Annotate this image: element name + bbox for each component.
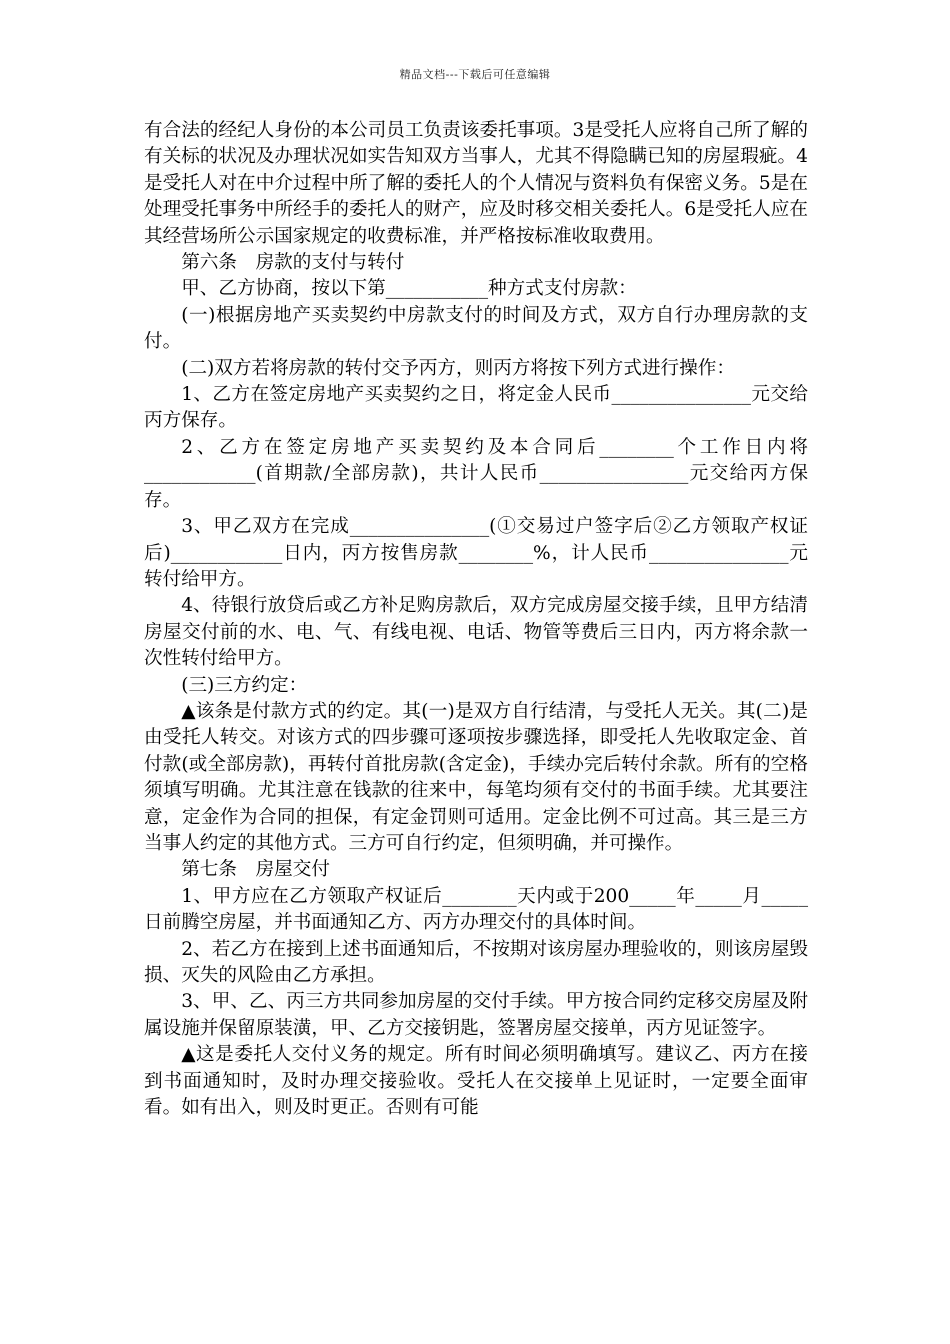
paragraph-step-four: 4、待银行放贷后或乙方补足购房款后，双方完成房屋交接手续，且甲方结清房屋交付前的水、电、气、有线电视、电话、物管等费后三日内，丙方将余款一次性转付给甲方。 bbox=[144, 595, 808, 670]
article-six-heading: 第六条 房款的支付与转付 bbox=[181, 252, 405, 274]
paragraph-note-delivery: ▲这是委托人交付义务的规定。所有时间必须明确填写。建议乙、丙方在接到书面通知时，及时办理交接验收。受托人在交接单上见证时，一定要全面审看。如有出入，则及时更正。否则有可能 bbox=[144, 1044, 808, 1119]
paragraph-delivery-two: 2、若乙方在接到上述书面通知后，不按期对该房屋办理验收的，则该房屋毁损、灭失的风险由乙方承担。 bbox=[144, 938, 808, 986]
document-body bbox=[144, 118, 808, 1121]
paragraph-payment-method: 甲、乙方协商，按以下第___________种方式支付房款： bbox=[181, 278, 637, 300]
paragraph-item-three: (三)三方约定： bbox=[181, 674, 308, 696]
paragraph-item-one: (一)根据房地产买卖契约中房款支付的时间及方式，双方自行办理房款的支付。 bbox=[144, 304, 808, 353]
article-seven-heading: 第七条 房屋交付 bbox=[181, 859, 330, 881]
paragraph-step-three: 3、甲乙双方在完成_______________(①交易过户签字后②乙方领取产权证后)____________日内，丙方按售房款________%，计人民币_______________元转付给甲方。 bbox=[144, 516, 808, 590]
paragraph-note-payment: ▲该条是付款方式的约定。其(一)是双方自行结清，与受托人无关。其(二)是由受托人转交。对该方式的四步骤可逐项按步骤选择，即受托人先收取定金、首付款(或全部房款)，再转付首批房款(含定金)，手续办完后转付余款。所有的空格须填写明确。尤其注意在钱款的往来中，每笔均须有交付的书面手续。尤其要注意，定金作为合同的担保，有定金罚则可适用。定金比例不可过高。其三是三方当事人约定的其他方式。三方可自行约定，但须明确，并可操作。 bbox=[144, 700, 808, 854]
paragraph-delivery-three: 3、甲、乙、丙三方共同参加房屋的交付手续。甲方按合同约定移交房屋及附属设施并保留原装潢，甲、乙方交接钥匙，签署房屋交接单，丙方见证签字。 bbox=[144, 991, 808, 1039]
paragraph-step-two: 2、乙方在签定房地产买卖契约及本合同后________个工作日内将____________(首期款/全部房款)，共计人民币________________元交给丙方保存。 bbox=[144, 436, 808, 511]
paragraph-delivery-one: 1、甲方应在乙方领取产权证后________天内或于200_____年_____月_____日前腾空房屋，并书面通知乙方、丙方办理交付的具体时间。 bbox=[144, 885, 808, 934]
paragraph-step-one: 1、乙方在签定房地产买卖契约之日，将定金人民币_______________元交给丙方保存。 bbox=[144, 384, 808, 432]
paragraph-item-two: (二)双方若将房款的转付交予丙方，则丙方将按下列方式进行操作： bbox=[181, 357, 735, 379]
page-header: 精品文档---下载后可任意编辑 bbox=[399, 68, 551, 81]
paragraph-agent-duties: 有合法的经纪人身份的本公司员工负责该委托事项。3是受托人应将自己所了解的有关标的状况及办理状况如实告知双方当事人，尤其不得隐瞒已知的房屋瑕疵。4是受托人对在中介过程中所了解的委托人的个人情况与资料负有保密义务。5是在处理受托事务中所经手的委托人的财产，应及时移交相关委托人。6是受托人应在其经营场所公示国家规定的收费标准，并严格按标准收取费用。 bbox=[144, 120, 808, 247]
